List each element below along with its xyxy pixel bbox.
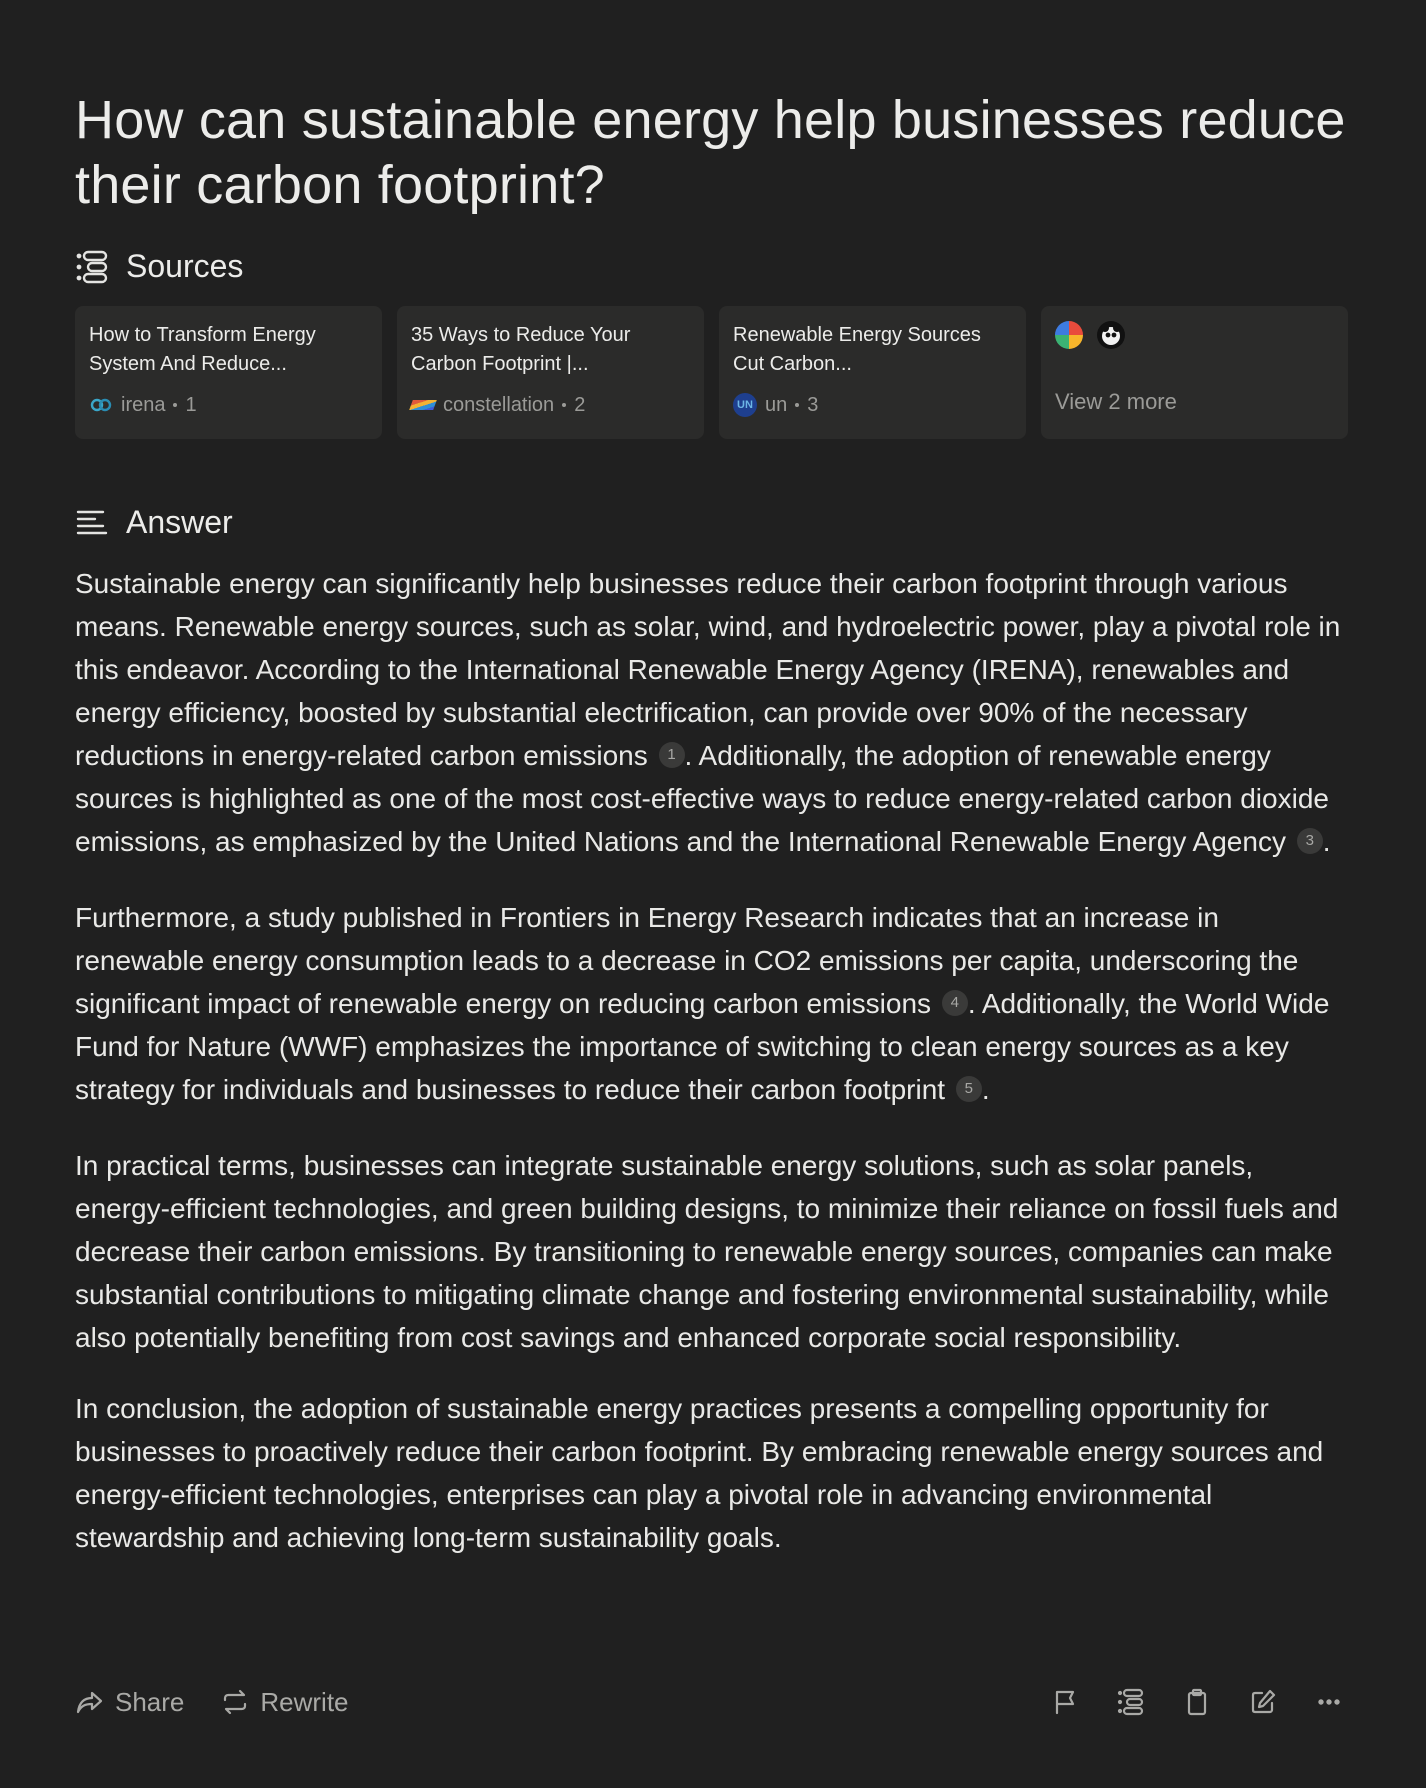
- sources-icon[interactable]: [1115, 1686, 1147, 1718]
- answer-header: [75, 504, 233, 541]
- un-favicon-icon: UN: [733, 393, 757, 417]
- answer-footer: [75, 1678, 1355, 1726]
- constellation-favicon-icon: [409, 400, 437, 410]
- source-domain: constellation: [443, 393, 555, 416]
- answer-text: .: [1322, 826, 1331, 857]
- answer-paragraph-2: [75, 896, 1355, 1111]
- source-title: 35 Ways to Reduce Your Carbon Footprint |...: [411, 324, 631, 375]
- source-card-1[interactable]: [75, 306, 382, 439]
- sources-label: Sources: [126, 248, 244, 284]
- separator-dot: [173, 403, 177, 407]
- clipboard-icon[interactable]: [1181, 1686, 1213, 1718]
- flag-icon[interactable]: [1049, 1686, 1081, 1718]
- separator-dot: [562, 403, 566, 407]
- source-index: 3: [807, 393, 819, 416]
- answer-text: . Additionally, the adoption of renewable energy sources is highlighted as one of the most cost-effective ways to reduce energy-related carbon dioxide emissions, as emphasized by the United Nations and the International Renewable Energy Agency: [75, 740, 1329, 857]
- answer-lines-icon: [75, 506, 109, 540]
- answer-text: .: [981, 1074, 990, 1105]
- citation-badge[interactable]: 4: [942, 990, 968, 1016]
- view-more-link[interactable]: View 2 more: [1055, 389, 1177, 414]
- answer-paragraph-1: [75, 562, 1355, 863]
- answer-paragraph-4: In conclusion, the adoption of sustainable energy practices presents a compelling opportunity for businesses to proactively reduce their carbon footprint. By embracing renewable energy sources and energy-efficient technologies, enterprises can play a pivotal role in advancing environmental stewardship and achieving long-term sustainability goals.: [75, 1393, 1324, 1553]
- view-more-card[interactable]: [1041, 306, 1348, 439]
- answer-text: Furthermore, a study published in Frontiers in Energy Research indicates that an increase in renewable energy consumption leads to a decrease in CO2 emissions per capita, underscoring the significant impact of renewable energy on reducing carbon emissions: [75, 902, 1299, 1019]
- source-card-2[interactable]: [397, 306, 704, 439]
- wwf-panda-favicon-icon: [1097, 321, 1125, 349]
- share-label: Share: [115, 1686, 185, 1717]
- edit-icon[interactable]: [1247, 1686, 1279, 1718]
- answer-body: [75, 562, 1355, 1592]
- more-icon[interactable]: [1313, 1686, 1345, 1718]
- share-icon: [75, 1687, 105, 1717]
- rewrite-icon: [220, 1687, 250, 1717]
- rewrite-label: Rewrite: [260, 1686, 349, 1717]
- source-domain: irena: [121, 393, 166, 416]
- footer-toolbar: [1049, 1686, 1345, 1718]
- answer-text: Sustainable energy can significantly help businesses reduce their carbon footprint through various means. Renewable energy sources, such as solar, wind, and hydroelectric power, play a pivotal role in this endeavor. According to the International Renewable Energy Agency (IRENA), renewables and energy efficiency, boosted by substantial electrification, can provide over 90% of the necessary reductions in energy-related carbon emissions: [75, 568, 1341, 771]
- citation-badge[interactable]: 1: [659, 742, 685, 768]
- answer-text: . Additionally, the World Wide Fund for Nature (WWF) emphasizes the importance of switching to clean energy sources as a key strategy for individuals and businesses to reduce their carbon footprint: [75, 988, 1330, 1105]
- colorful-favicon-icon: [1055, 321, 1083, 349]
- irena-favicon-icon: [89, 393, 113, 417]
- answer-label: Answer: [126, 504, 233, 540]
- source-domain: un: [765, 393, 788, 416]
- source-card-3[interactable]: [719, 306, 1026, 439]
- sources-list-icon: [75, 250, 109, 284]
- source-meta: [89, 393, 368, 417]
- citation-badge[interactable]: 5: [956, 1076, 982, 1102]
- source-index: 2: [574, 393, 586, 416]
- separator-dot: [795, 403, 799, 407]
- question-title: How can sustainable energy help businesses reduce their carbon footprint?: [75, 90, 1346, 216]
- source-index: 1: [185, 393, 197, 416]
- source-meta: [733, 393, 1012, 417]
- share-button[interactable]: [75, 1687, 184, 1718]
- source-meta: [411, 393, 690, 417]
- rewrite-button[interactable]: [220, 1687, 348, 1718]
- more-favicons: [1055, 321, 1334, 349]
- citation-badge[interactable]: 3: [1297, 828, 1323, 854]
- source-title: Renewable Energy Sources Cut Carbon...: [733, 324, 981, 375]
- sources-header: [75, 248, 243, 285]
- sources-row: [75, 306, 1348, 439]
- answer-paragraph-3: In practical terms, businesses can integrate sustainable energy solutions, such as solar panels, energy-efficient technologies, and green building designs, to minimize their reliance on fossil fuels and decrease their carbon emissions. By transitioning to renewable energy sources, companies can make substantial contributions to mitigating climate change and fostering environmental sustainability, while also potentially benefiting from cost savings and enhanced corporate social responsibility.: [75, 1150, 1339, 1353]
- source-title: How to Transform Energy System And Reduce...: [89, 324, 316, 375]
